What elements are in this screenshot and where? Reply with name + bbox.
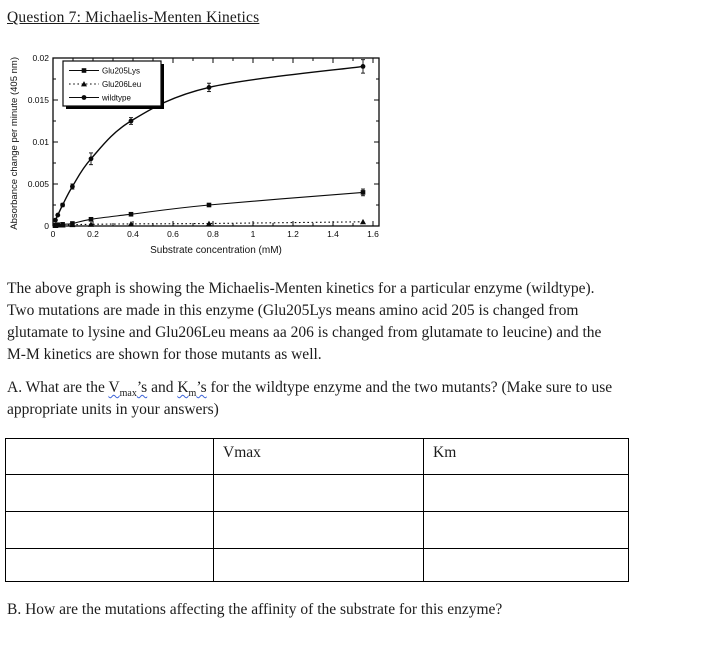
table-header-km: Km	[424, 439, 629, 475]
svg-text:0.01: 0.01	[32, 137, 49, 147]
svg-text:0.005: 0.005	[27, 179, 49, 189]
vmax-term: $V_{max}’s$	[108, 379, 148, 400]
svg-text:1: 1	[250, 229, 256, 239]
paragraph-line: The above graph is showing the Michaelis-Menten kinetics for a particular enzyme (wildtype).	[7, 280, 595, 297]
answers-table	[5, 438, 629, 582]
question-a	[7, 377, 702, 421]
table-row	[6, 475, 629, 512]
svg-text:0.2: 0.2	[87, 229, 99, 239]
svg-text:1.6: 1.6	[367, 229, 379, 239]
table-header-row	[6, 439, 629, 475]
svg-text:0.015: 0.015	[27, 95, 49, 105]
x-axis-label: Substrate concentration (mM)	[150, 245, 282, 256]
table-row	[6, 512, 629, 549]
table-row	[6, 549, 629, 582]
answer-cell-vmax[interactable]	[214, 549, 424, 582]
table-header-vmax: Vmax	[214, 439, 424, 475]
answer-cell-km[interactable]	[424, 549, 629, 582]
mm-kinetics-figure	[6, 44, 387, 256]
table-header-blank	[6, 439, 214, 475]
question-a-line1: A. What are the $V_{max}’s$ and $K_m’s$ for the wildtype enzyme and the two mutants? (Make sure to use	[7, 379, 613, 400]
question-a-line2: appropriate units in your answers)	[7, 401, 219, 418]
enzyme-name-cell[interactable]	[6, 549, 214, 582]
answer-cell-vmax[interactable]	[214, 475, 424, 512]
chart-legend	[63, 61, 164, 109]
mm-kinetics-plot	[23, 44, 387, 244]
answer-cell-vmax[interactable]	[214, 512, 424, 549]
svg-text:1.2: 1.2	[287, 229, 299, 239]
svg-text:0.8: 0.8	[207, 229, 219, 239]
page-title: Question 7: Michaelis-Menten Kinetics	[7, 9, 260, 26]
paragraph-line: glutamate to lysine and Glu206Leu means aa 206 is changed from glutamate to leucine) and the	[7, 324, 602, 341]
paragraph-line: M-M kinetics are shown for those mutants as well.	[7, 346, 322, 363]
km-term: $K_m’s$	[177, 379, 207, 400]
svg-text:0.02: 0.02	[32, 53, 49, 63]
enzyme-name-cell[interactable]	[6, 512, 214, 549]
svg-text:0: 0	[50, 229, 56, 239]
y-axis-label: Absorbance change per minute (405 nm)	[9, 56, 20, 230]
svg-text:Glu206Leu: Glu206Leu	[102, 80, 142, 89]
svg-text:0: 0	[44, 221, 49, 231]
enzyme-name-cell[interactable]	[6, 475, 214, 512]
answer-cell-km[interactable]	[424, 475, 629, 512]
svg-text:1.4: 1.4	[327, 229, 339, 239]
paragraph-line: Two mutations are made in this enzyme (Glu205Lys means amino acid 205 is changed from	[7, 302, 579, 319]
question-b: B. How are the mutations affecting the affinity of the substrate for this enzyme?	[7, 601, 503, 618]
answer-cell-km[interactable]	[424, 512, 629, 549]
intro-paragraph	[7, 278, 702, 366]
svg-text:Glu205Lys: Glu205Lys	[102, 66, 140, 76]
y-axis-label-column	[6, 44, 23, 242]
svg-text:0.4: 0.4	[127, 229, 139, 239]
svg-text:0.6: 0.6	[167, 229, 179, 239]
svg-text:wildtype: wildtype	[102, 93, 131, 103]
